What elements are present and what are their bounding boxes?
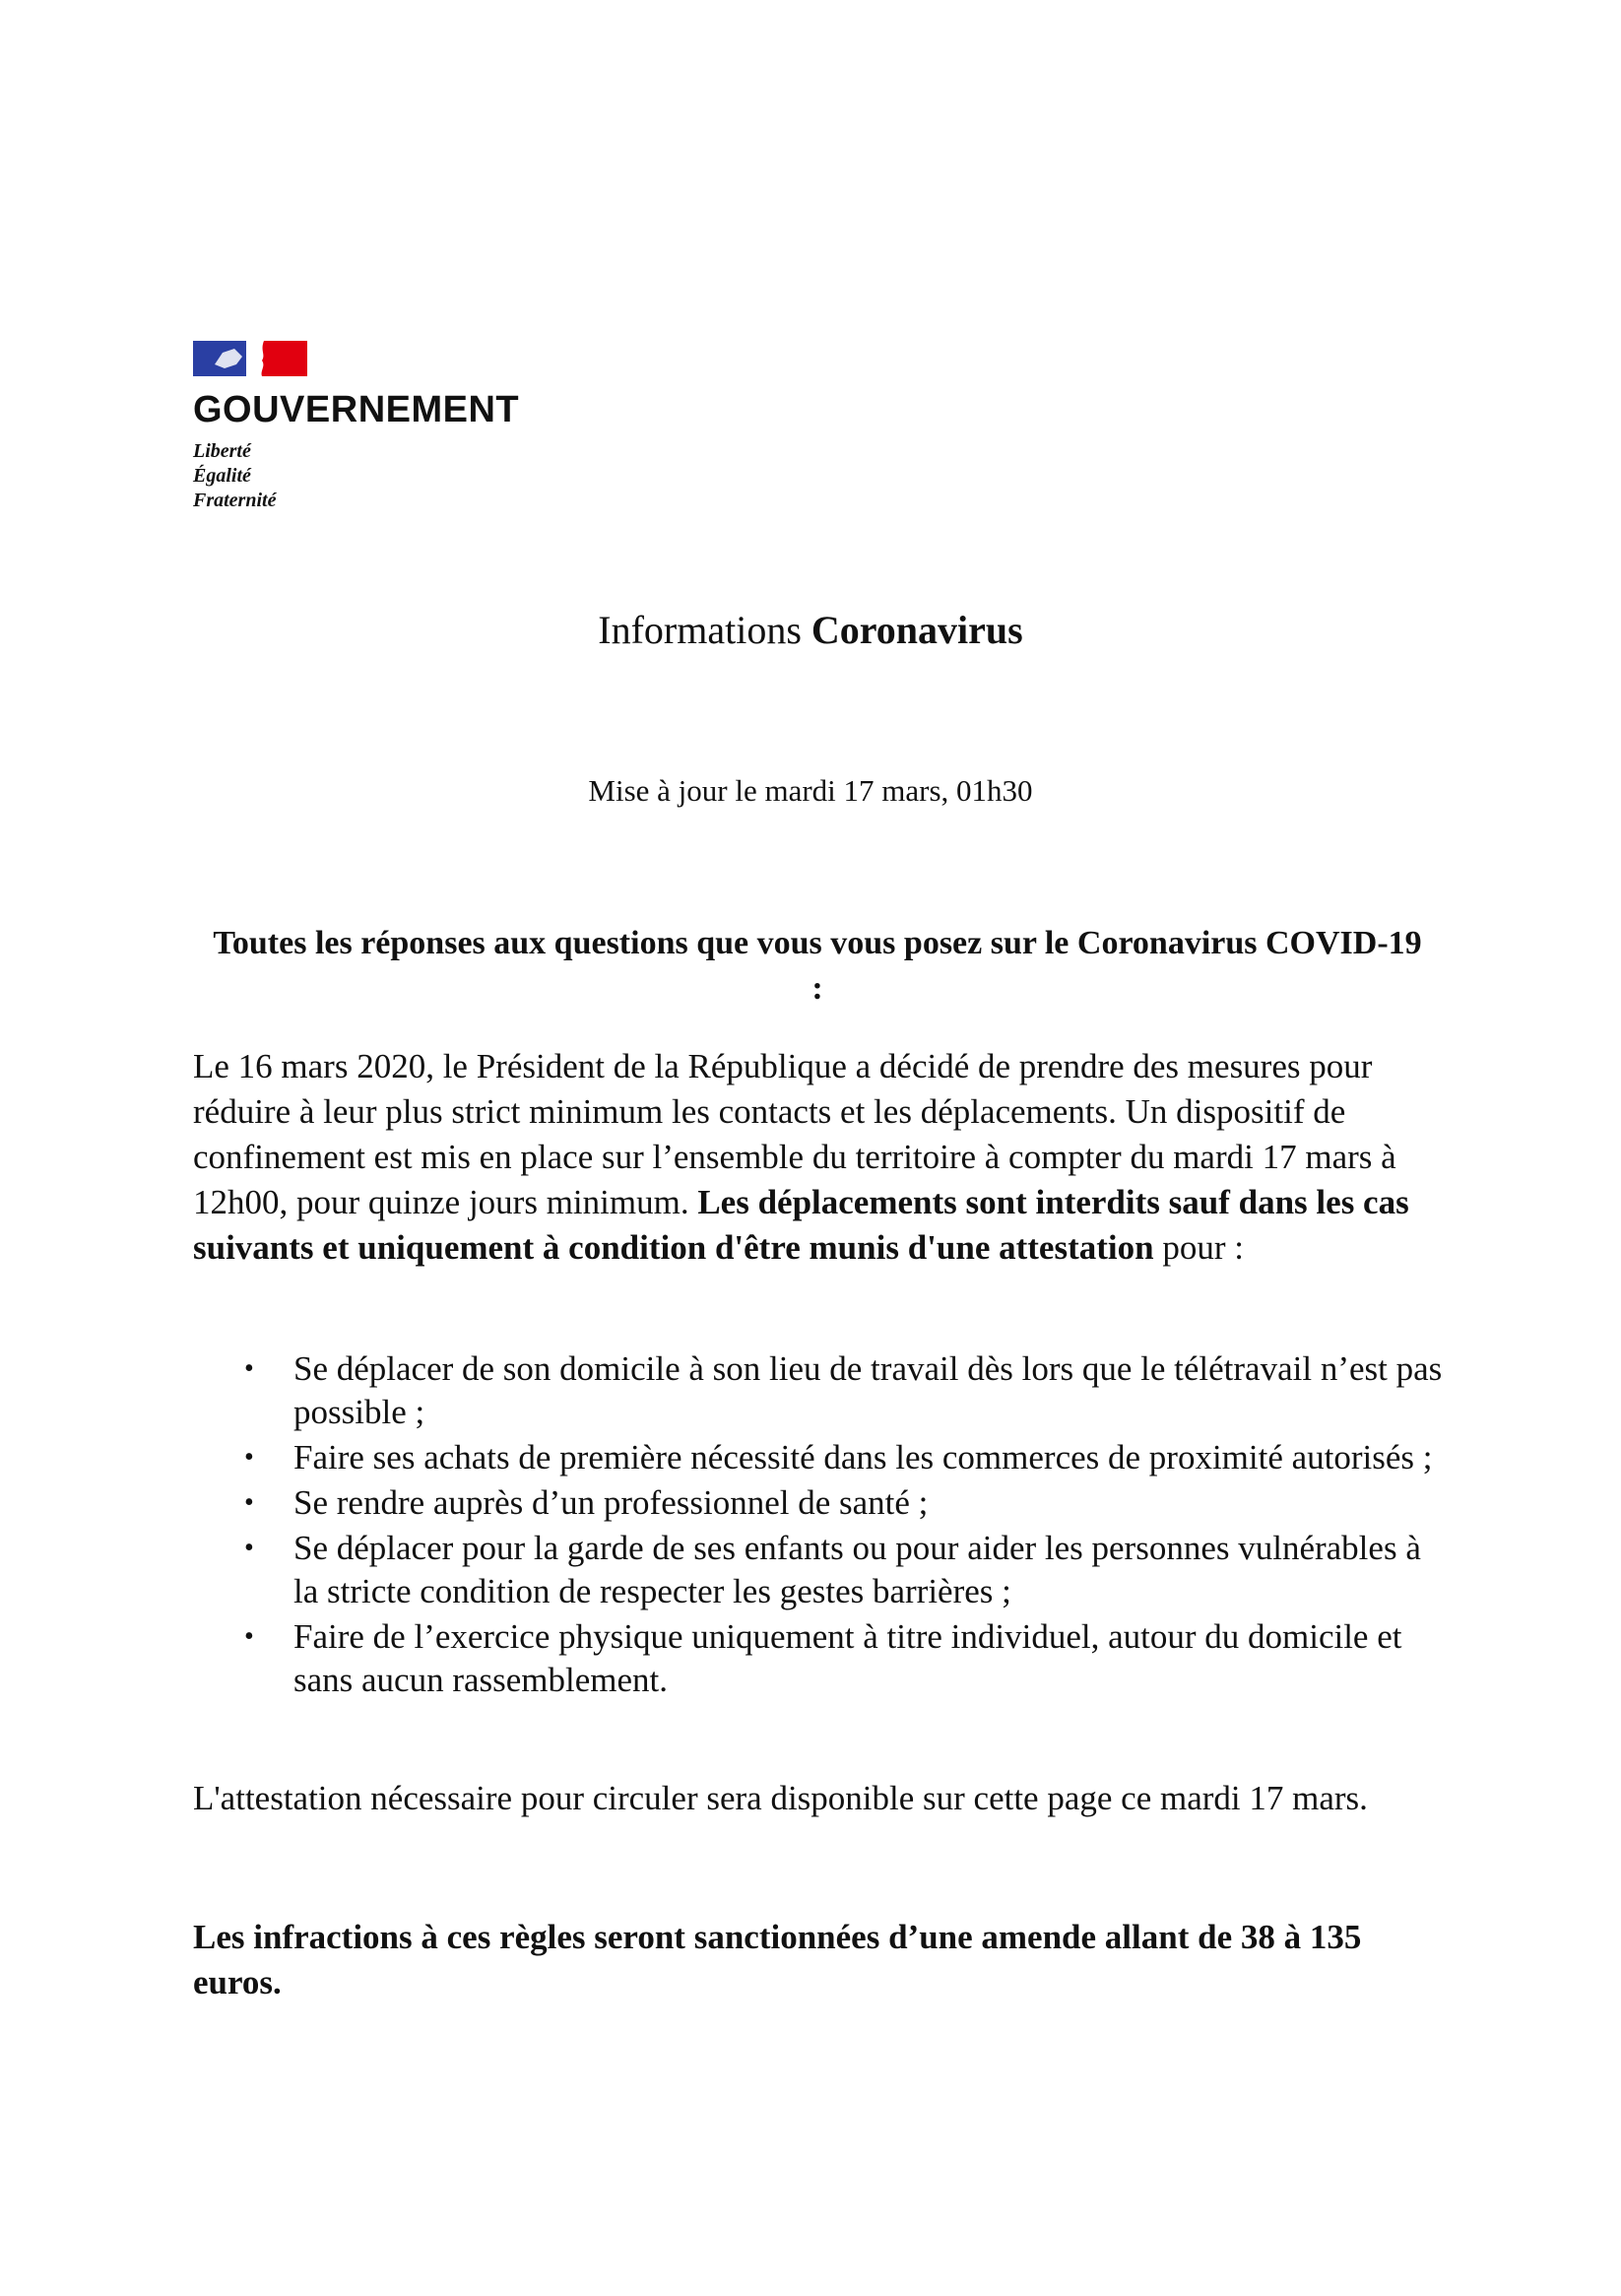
intro-regular-text: Le 16 mars 2020, le Président de la République a décidé de prendre des mesures pour réduire à leur plus strict minimum les contacts et les déplacements. Un dispositif de confinement est mis en place sur l’ensemble du territoire à compter du mardi 17 mars à 12h00, pour quinze jours minimum. (193, 1047, 1396, 1221)
government-logo (193, 339, 587, 513)
fine-notice: Les infractions à ces règles seront sanctionnées d’une amende allant de 38 à 135 euros. (193, 1918, 1362, 2001)
intro-paragraph (193, 1044, 1434, 1271)
motto-liberte: Liberté (193, 440, 251, 462)
update-timestamp: Mise à jour le mardi 17 mars, 01h30 (588, 773, 1033, 808)
lead-heading: Toutes les réponses aux questions que vous vous posez sur le Coronavirus COVID-19 : (213, 925, 1422, 1007)
government-wordmark: GOUVERNEMENT (193, 389, 520, 430)
motto-fraternite: Fraternité (193, 490, 277, 511)
republic-motto (193, 439, 587, 513)
title-regular: Informations (598, 608, 811, 652)
motto-egalite: Égalité (193, 465, 251, 487)
intro-bold-text: Les déplacements sont interdits sauf dans les cas suivants et uniquement à condition d'être munis d'une attestation (193, 1183, 1409, 1267)
marianne-flag-icon (193, 339, 307, 378)
list-item: • Se déplacer pour la garde de ses enfants ou pour aider les personnes vulnérables à la stricte condition de respecter les gestes barrières ; (234, 1527, 1446, 1613)
title-bold: Coronavirus (810, 608, 1023, 652)
list-item: • Faire de l’exercice physique uniquement à titre individuel, autour du domicile et sans aucun rassemblement. (234, 1615, 1446, 1702)
list-item: • Se rendre auprès d’un professionnel de santé ; (234, 1481, 1446, 1525)
intro-tail-text: pour : (1153, 1228, 1244, 1267)
list-item: • Faire ses achats de première nécessité dans les commerces de proximité autorisés ; (234, 1436, 1446, 1479)
attestation-note: L'attestation nécessaire pour circuler sera disponible sur cette page ce mardi 17 mars. (193, 1779, 1368, 1817)
page-title (0, 606, 1621, 655)
allowed-cases-list (234, 1347, 1446, 1704)
list-item: • Se déplacer de son domicile à son lieu de travail dès lors que le télétravail n’est pas possible ; (234, 1347, 1446, 1434)
